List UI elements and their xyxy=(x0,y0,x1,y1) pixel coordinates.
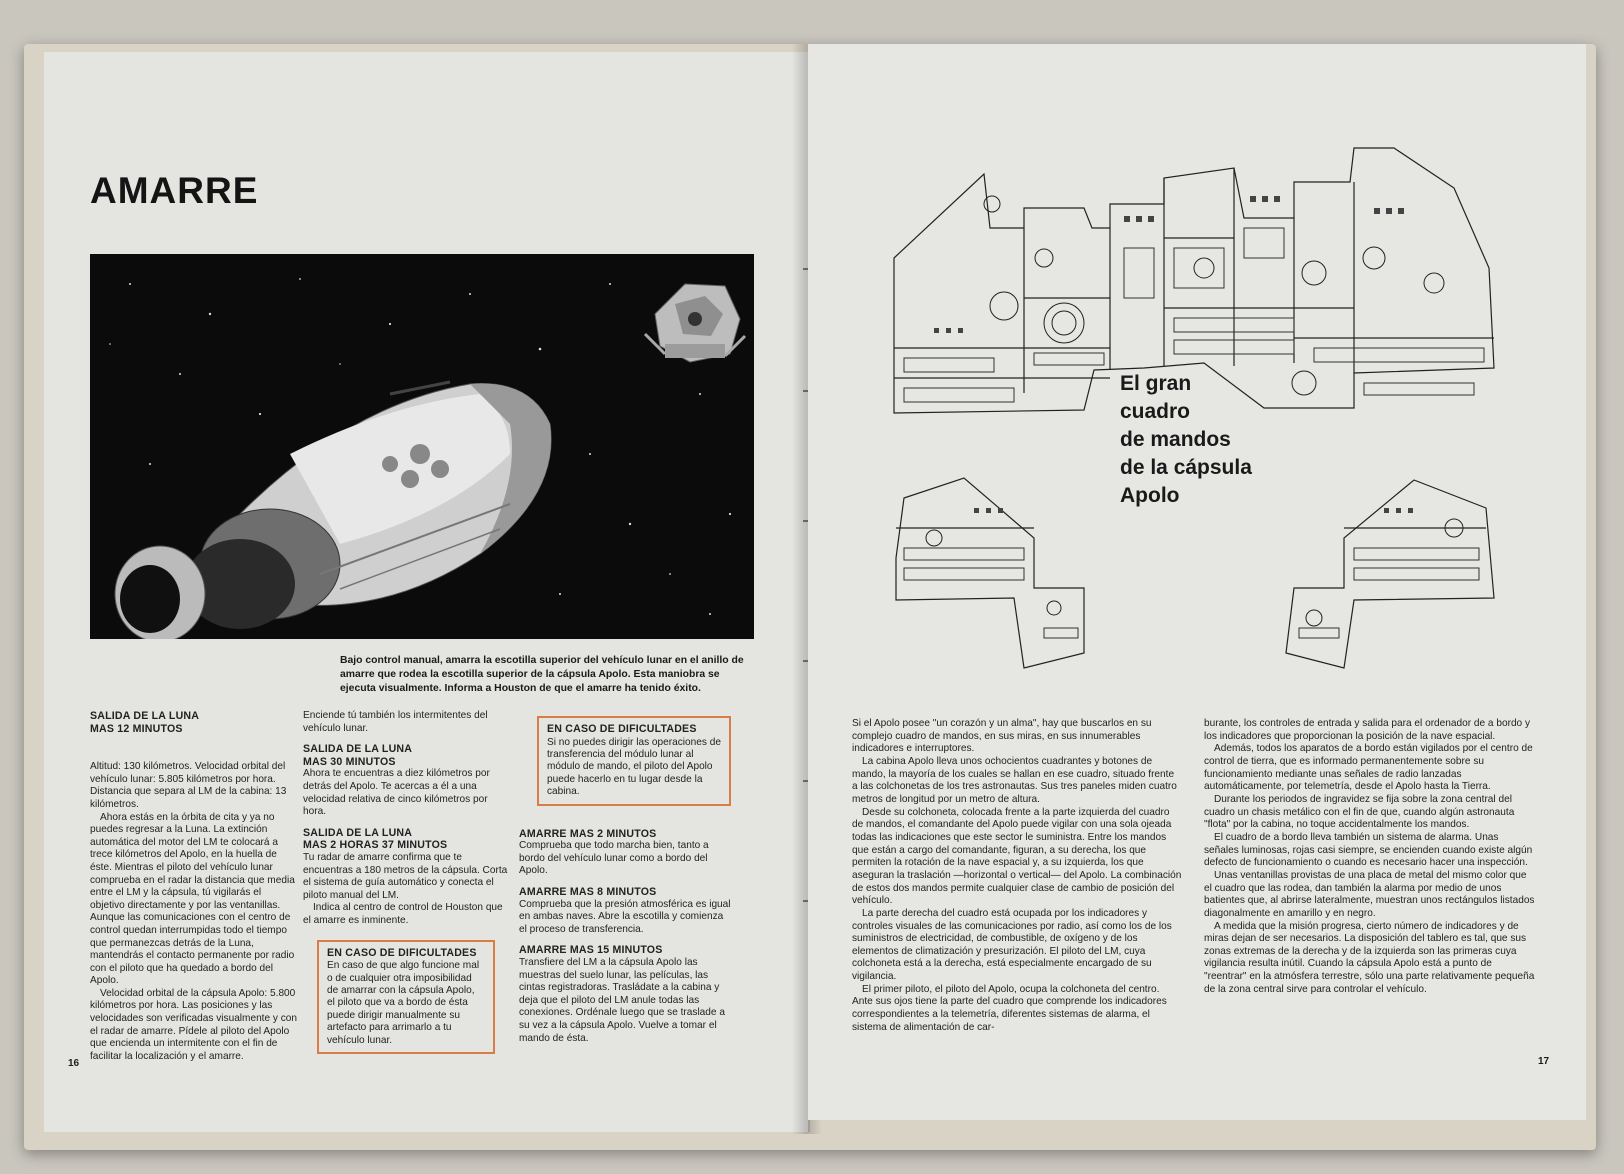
paragraph: Tu radar de amarre confirma que te encuentras a 180 metros de la cápsula. Corta el sistema de guía automático y conecta el piloto manual del LM. xyxy=(303,851,508,901)
heading-line: SALIDA DE LA LUNA xyxy=(90,710,200,722)
difficulties-box xyxy=(537,716,731,806)
section-heading xyxy=(303,743,511,768)
paragraph: Transfiere del LM a la cápsula Apolo las muestras del suelo lunar, las películas, las cintas registradoras. Trasládate a la cabina y deja que el piloto del LM anule todas las conexiones. Ordénale luego que se traslade a su vez a la cápsula Apolo. Vuelve a tomar el mando de ésta. xyxy=(519,956,725,1044)
page-number: 16 xyxy=(68,1058,80,1069)
box-heading: EN CASO DE DIFICULTADES xyxy=(327,946,477,959)
paragraph: La cabina Apolo lleva unos ochocientos cuadrantes y botones de mando, la mayoría de los cuales se hallan en ese cuadro, situado frente a las colchonetas de los tres astronautas. Sus tres paneles miden cuatro metros de longitud por un metro de altura. xyxy=(852,755,1177,805)
paragraph: Si el Apolo posee "un corazón y un alma", hay que buscarlos en su complejo cuadro de mandos, en sus miras, en sus innumerables indicadores e interruptores. xyxy=(852,718,1152,755)
right-page xyxy=(808,44,1586,1120)
page-title: AMARRE xyxy=(90,170,259,211)
section-heading xyxy=(303,827,511,852)
paragraph: El primer piloto, el piloto del Apolo, ocupa la colchoneta del centro. Ante sus ojos tiene la parte del cuadro que comprende los indicadores correspondientes a la telemetría, diferentes sistemas de alarma, el sistema de alimentación de car- xyxy=(852,983,1167,1033)
paragraph: Durante los periodos de ingravidez se fija sobre la zona central del cuadro un chasis metálico con el fin de que, cuando algún astronauta "flota" por la cabina, no toque accidentalmente los mandos. xyxy=(1204,793,1515,831)
paragraph: A medida que la misión progresa, cierto número de indicadores y de miras dejan de ser necesarios. La disposición del tablero es tal, que sus zonas extremas de la derecha y de la izquierda son las primeras cuya vigilancia resulta inútil. Cuando la cápsula Apolo está a punto de "reentrar" en la atmósfera terrestre, sólo una parte relativamente pequeña de la zona central sirve para controlar el vehículo. xyxy=(1204,920,1535,995)
page-number: 17 xyxy=(1538,1056,1550,1067)
paragraph: Velocidad orbital de la cápsula Apolo: 5.800 kilómetros por hora. Las posiciones y las velocidades son verificadas visualmente y con el radar de amarre. Pídele al piloto del Apolo que encienda un intermitente con el fin de facilitar la localización y el amarre. xyxy=(90,987,298,1062)
title-line: de la cápsula xyxy=(1120,456,1252,479)
photo-caption: Bajo control manual, amarra la escotilla superior del vehículo lunar en el anillo de amarre que rodea la escotilla superior de la cápsula Apolo. Esta maniobra se ejecuta visualmente. Informa a Houston de que el amarre ha tenido éxito. xyxy=(340,655,744,695)
paragraph: Además, todos los aparatos de a bordo están vigilados por el centro de control de tierra, que es informado permanentemente sobre su funcionamiento mediante unas señales de radio lanzadas automáticamente, por telemetría, desde el Apolo hasta la Tierra. xyxy=(1204,743,1533,793)
title-line: El gran xyxy=(1120,372,1192,395)
section-heading: AMARRE MAS 15 MINUTOS xyxy=(519,944,663,957)
heading-line: MAS 12 MINUTOS xyxy=(90,722,183,735)
section-heading xyxy=(90,710,298,735)
right-column-2 xyxy=(1204,718,1536,996)
heading-line: SALIDA DE LA LUNA xyxy=(303,826,413,839)
title-line: Apolo xyxy=(1120,484,1180,507)
heading-line: MAS 30 MINUTOS xyxy=(303,755,396,768)
box-heading: EN CASO DE DIFICULTADES xyxy=(547,723,697,735)
paragraph: Ahora te encuentras a diez kilómetros por detrás del Apolo. Te acercas a él a una velocidad relativa de cinco kilómetros por hora. xyxy=(303,768,490,818)
paragraph: Desde su colchoneta, colocada frente a la parte izquierda del cuadro de mandos, el comandante del Apolo puede vigilar con una sola ojeada todas las indicaciones que este sector le suministra. Entre los mandos que están a cargo del comandante, figuran, a su derecha, los que permiten la rotación de la nave espacial y, a su izquierda, los que aseguran la traslación —horizontal o vertical— del Apolo. La combinación de estos dos mandos permite cualquier clase de cambio de posición del vehículo. xyxy=(852,806,1182,907)
difficulties-box xyxy=(317,940,495,1054)
right-column-1 xyxy=(852,718,1182,1034)
paragraph: Ahora estás en la órbita de cita y ya no puedes regresar a la Luna. La extinción automática del motor del LM te colocará a trece kilómetros del Apolo, en la huella de éste. Mientras el piloto del vehículo lunar comprueba en el radar la distancia que media entre el LM y la cápsula, tú vigilarás el objetivo directamente y por las ventanillas. Aunque las comunicaciones con el centro de control quedan interrumpidas todo el tiempo que permanezcas detrás de la Luna, mantendrás el contacto permanente por radio con el piloto que ha quedado a bordo del Apolo. xyxy=(90,811,295,987)
apollo-lm-docking-image xyxy=(90,254,754,639)
paragraph: El cuadro de a bordo lleva también un sistema de alarma. Unas señales luminosas, rojas casi siempre, se encienden cuando existe algún defecto de funcionamiento o cuando es necesario hacer una inspección. xyxy=(1204,831,1533,869)
left-column-3 xyxy=(519,716,731,1045)
paragraph: Indica al centro de control de Houston que el amarre es inminente. xyxy=(303,902,503,926)
section-heading: AMARRE MAS 2 MINUTOS xyxy=(519,827,657,840)
heading-line: SALIDA DE LA LUNA xyxy=(303,743,413,756)
box-text: Si no puedes dirigir las operaciones de transferencia del módulo lunar al módulo de mando, el piloto del Apolo puede hacerlo en tu lugar desde la cabina. xyxy=(547,736,721,798)
paragraph: Unas ventanillas provistas de una placa de metal del mismo color que el cuadro que las rodea, dan también la alarma por medio de unos batientes que, al abrirse lateralmente, muestran unos rectángulos listados diagonalmente en amarillo y en negro. xyxy=(1204,869,1535,919)
title-line: cuadro xyxy=(1120,400,1191,423)
box-text: En caso de que algo funcione mal o de cualquier otra imposibilidad de amarrar con la cápsula Apolo, el piloto que va a bordo de ésta puede dirigir manualmente su artefacto para arrimarlo a tu vehículo lunar. xyxy=(327,960,480,1046)
paragraph: La parte derecha del cuadro está ocupada por los indicadores y controles visuales de las comunicaciones por radio, así como los de los suministros de electricidad, de combustible, de oxígeno y de los elementos de climatización y presurización. El piloto del LM, cuya colchoneta está a la derecha, está especialmente encargado de su vigilancia. xyxy=(852,907,1172,983)
left-column-2 xyxy=(303,710,511,1054)
paragraph: burante, los controles de entrada y salida para el ordenador de a bordo y los indicadores que proporcionan la posición de la nave espacial. xyxy=(1204,718,1531,742)
diagram-title xyxy=(1120,370,1252,510)
section-heading: AMARRE MAS 8 MINUTOS xyxy=(519,886,657,898)
paragraph: Altitud: 130 kilómetros. Velocidad orbital del vehículo lunar: 5.805 kilómetros por hora. Distancia que separa al LM de la cabina: 13 kilómetros. xyxy=(90,761,287,810)
heading-line: MAS 2 HORAS 37 MINUTOS xyxy=(303,839,448,852)
paragraph: Comprueba que la presión atmosférica es igual en ambas naves. Abre la escotilla y comienza el proceso de transferencia. xyxy=(519,898,731,935)
space-illustration xyxy=(90,254,754,639)
paragraph: Comprueba que todo marcha bien, tanto a bordo del vehículo lunar como a bordo del Apolo. xyxy=(519,840,709,877)
left-page xyxy=(44,52,810,1132)
left-column-1 xyxy=(90,710,298,1063)
title-line: de mandos xyxy=(1120,428,1231,451)
paragraph: Enciende tú también los intermitentes del vehículo lunar. xyxy=(303,710,488,734)
